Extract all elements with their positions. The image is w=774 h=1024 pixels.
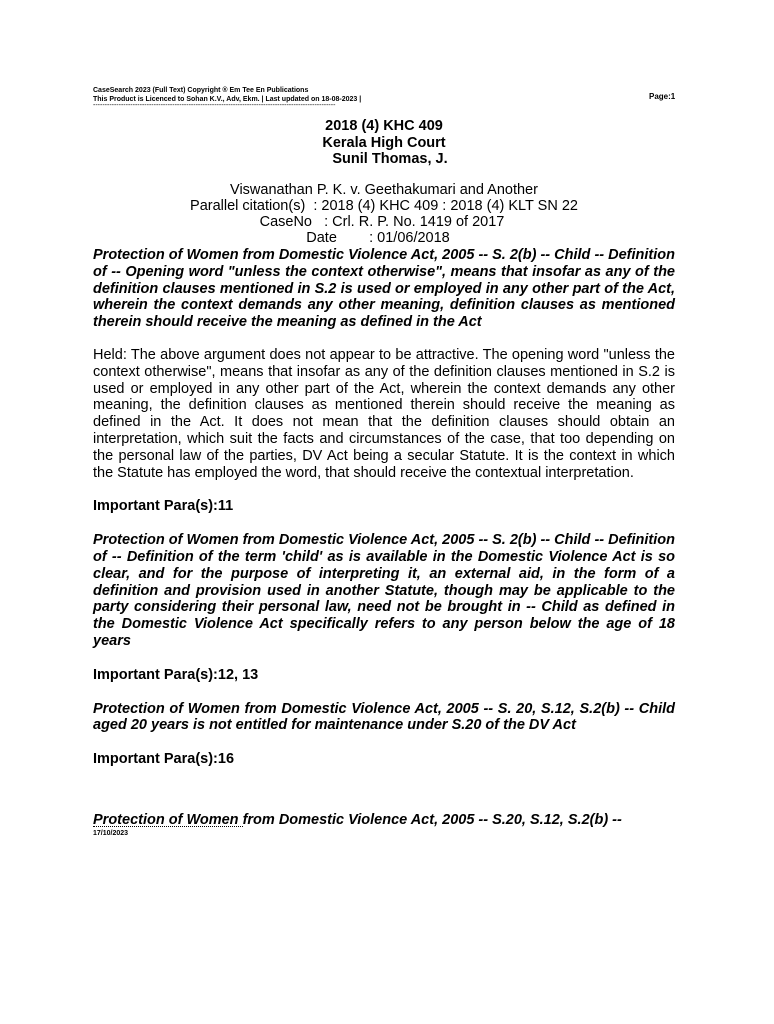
page-number: Page:1: [649, 92, 676, 101]
case-date: Date : 01/06/2018: [306, 230, 450, 246]
court-name: Kerala High Court: [322, 135, 446, 151]
headnote-1: Protection of Women from Domestic Violence Act, 2005 -- S. 2(b) -- Child -- Definition of -- Opening word "unless the context otherwise", means that insofar as any of the definition clauses mentioned in S.2 is used or employed in any other part of the Act, wherein the context demands any other meaning, definition clauses as mentioned therein should receive the meaning as defined in the Act: [93, 247, 675, 331]
footer-date: 17/10/2023: [93, 830, 129, 837]
parallel-citation: Parallel citation(s) : 2018 (4) KHC 409 : 2018 (4) KLT SN 22: [190, 198, 578, 214]
footer-separator: [93, 826, 243, 827]
important-paras-3: Important Para(s):16: [93, 751, 235, 768]
document-header: [93, 86, 683, 110]
case-citation: 2018 (4) KHC 409: [325, 118, 443, 134]
held-paragraph: Held: The above argument does not appear to be attractive. The opening word "unless the context otherwise", means that insofar as any of the definition clauses mentioned in S.2 is used or employed in any other part of the Act, wherein the context demands any other meaning, the definition clauses as mentioned therein should receive the meaning as defined in the Act. It does not mean that the definition clauses should obtain an interpretation, which suit the facts and circumstances of the case, that too depending on the personal law of the parties, DV Act being a secular Statute. It is the context in which the Statute has employed the word, that should receive the contextual interpretation.: [93, 346, 675, 481]
licence-line: This Product is Licenced to Sohan K.V., Adv, Ekm. | Last updated on 18-08-2023 |: [93, 96, 362, 103]
case-number: CaseNo : Crl. R. P. No. 1419 of 2017: [259, 214, 505, 230]
important-paras-1: Important Para(s):11: [93, 498, 234, 515]
case-parties: Viswanathan P. K. v. Geethakumari and Another: [230, 182, 538, 198]
headnote-3: Protection of Women from Domestic Violence Act, 2005 -- S. 20, S.12, S.2(b) -- Child aged 20 years is not entitled for maintenance under S.20 of the DV Act: [93, 700, 675, 734]
header-separator: --------------------------------------------------------------------------------------------------------: [93, 102, 336, 109]
judge-name: Sunil Thomas, J.: [332, 151, 448, 167]
copyright-line: CaseSearch 2023 (Full Text) Copyright ® Em Tee En Publications: [93, 87, 309, 94]
headnote-4: Protection of Women from Domestic Violence Act, 2005 -- S.20, S.12, S.2(b) --: [93, 812, 622, 828]
important-paras-2: Important Para(s):12, 13: [93, 666, 259, 683]
headnote-2: Protection of Women from Domestic Violence Act, 2005 -- S. 2(b) -- Child -- Definition of -- Definition of the term 'child' as is available in the Domestic Violence Act is so clear, and for the purpose of interpreting it, an external aid, in the form of a definition and provision used in another Statute, though may be applicable to the party considering their personal law, need not be brought in -- Child as defined in the Domestic Violence Act specifically refers to any person below the age of 18 years: [93, 532, 675, 649]
judgment-body: [93, 247, 675, 768]
